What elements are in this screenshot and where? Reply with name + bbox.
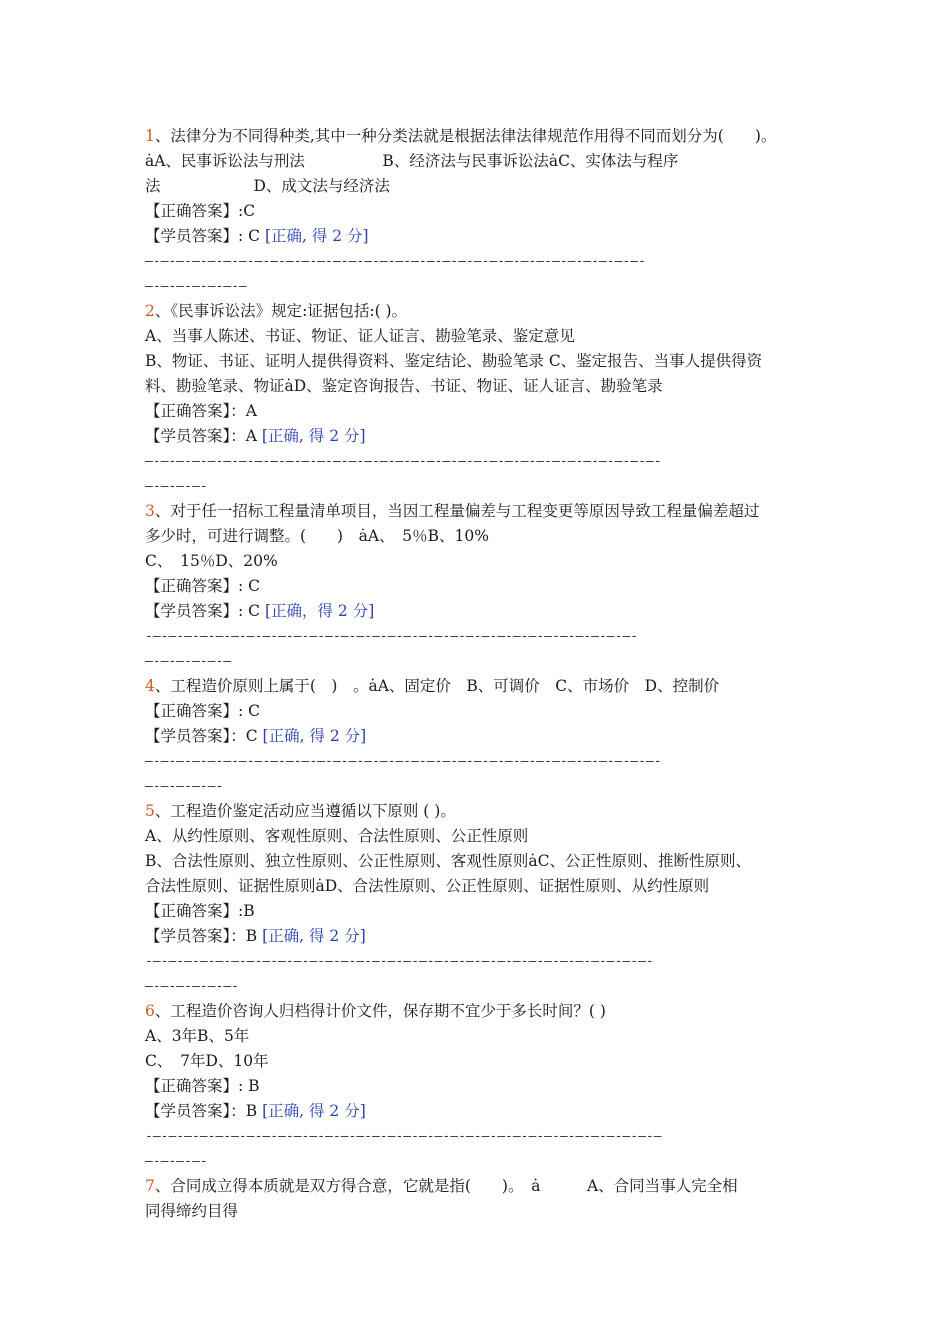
student-answer-line [145,924,825,949]
question-text: 、工程造价咨询人归档得计价文件，保存期不宜少于多长时间？( ) [154,1002,606,1020]
question-text-line [145,999,825,1024]
question-text: 、工程造价鉴定活动应当遵循以下原则 ( )。 [154,802,456,820]
separator-line: —-—-—-—-—-—- [145,979,239,994]
question-options-line: 多少时，可进行调整。( ) ȧA、 5％B、10% [145,527,489,545]
question-2 [145,299,825,499]
question-5 [145,799,825,999]
question-options-line: C、 15％D、20% [145,552,278,570]
result-badge: [正确, 得 2 分] [261,427,366,445]
question-number: 3 [145,502,155,520]
question-7 [145,1174,825,1224]
question-4 [145,674,825,799]
separator-line: —-—-—-—-—- [145,779,224,794]
student-answer-line [145,724,825,749]
question-options-line: 合法性原则、证据性原则ȧD、合法性原则、公正性原则、证据性原则、从约性原则 [145,877,710,895]
question-1 [145,124,825,299]
question-options-line: A、当事人陈述、书证、物证、证人证言、勘验笔录、鉴定意见 [145,327,575,345]
question-text: 、法律分为不同得种类,其中一种分类法就是根据法律法律规范作用得不同而划分为( )。 [154,127,777,145]
separator-line: —-—-—-—- [145,1154,208,1169]
question-number: 4 [145,677,155,695]
question-options-line: ȧA、民事诉讼法与刑法 B、经济法与民事诉讼法ȧC、实体法与程序 [145,152,679,170]
separator-line: —-—-—-—-—-—-—-—-—-—-—-—-—-—-—-—-—-—-—-—-—-—-—-—-—-—-—-—-—-—-—-—- [145,254,646,269]
separator-line: -—-—-—-—-—-—-—-—-—-—-—-—-—-—-—-—-—-—-—-—-—-—-—-—-—-—-—-—-—-—-—-—-— [145,1129,662,1144]
student-answer-line [145,424,825,449]
question-number: 5 [145,802,155,820]
student-answer: 【学员答案】：C [145,727,263,745]
student-answer: 【学员答案】：B [145,1102,263,1120]
document-page [145,124,825,1224]
question-text: 、工程造价原则上属于( ) 。ȧA、固定价 B、可调价 C、市场价 D、控制价 [154,677,720,695]
correct-answer: 【正确答案】：A [145,402,257,420]
student-answer-line [145,599,825,624]
question-text-line [145,124,825,149]
question-options-line: B、物证、书证、证明人提供得资料、鉴定结论、勘验笔录 C、鉴定报告、当事人提供得资 [145,352,763,370]
question-text: 、《民事诉讼法》规定:证据包括:( )。 [154,302,408,320]
question-number: 1 [145,127,155,145]
student-answer: 【学员答案】：B [145,927,263,945]
result-badge: [正确, 得 2 分] [262,727,367,745]
question-text: 、对于任一招标工程量清单项目，当因工程量偏差与工程变更等原因导致工程量偏差超过 [154,502,760,520]
correct-answer: 【正确答案】:C [145,202,256,220]
question-text-line [145,499,825,524]
student-answer: 【学员答案】: C [145,227,265,245]
question-6 [145,999,825,1174]
correct-answer: 【正确答案】: B [145,1077,260,1095]
separator-line: -—-—-—-—-—-—-—-—-—-—-—-—-—-—-—-—-—-—-—-—-—-—-—-—-—-—-—-—-—-—-—-—- [145,954,654,969]
question-number: 6 [145,1002,155,1020]
separator-line: —-—-—-—-—-— [145,654,232,669]
separator-line: —-—-—-—-—-—-—-—-—-—-—-—-—-—-—-—-—-—-—-—-—-—-—-—-—-—-—-—-—-—-—-—-—- [145,754,662,769]
question-number: 7 [145,1177,155,1195]
student-answer-line [145,224,825,249]
question-number: 2 [145,302,155,320]
correct-answer: 【正确答案】: C [145,702,261,720]
result-badge: [正确，得 2 分] [264,602,375,620]
question-options-line: A、从约性原则、客观性原则、合法性原则、公正性原则 [145,827,529,845]
correct-answer: 【正确答案】: C [145,577,261,595]
result-badge: [正确, 得 2 分] [262,1102,366,1120]
separator-line: -—-—-—-—-—-—-—-—-—-—-—-—-—-—-—-—-—-—-—-—-—-—-—-—-—-—-—-—-—-—-—- [145,629,639,644]
question-text-line [145,1174,825,1199]
question-options-line: B、合法性原则、独立性原则、公正性原则、客观性原则ȧC、公正性原则、推断性原则、 [145,852,751,870]
result-badge: [正确, 得 2 分] [262,927,366,945]
question-options-line: 法 D、成文法与经济法 [145,177,390,195]
question-text-line [145,799,825,824]
question-text: 、合同成立得本质就是双方得合意，它就是指( )。 ȧ A、合同当事人完全相 [154,1177,738,1195]
question-options-line: C、 7年D、10年 [145,1052,269,1070]
student-answer: 【学员答案】：A [145,427,262,445]
student-answer: 【学员答案】: C [145,602,265,620]
question-options-line: 料、勘验笔录、物证ȧD、鉴定咨询报告、书证、物证、证人证言、勘验笔录 [145,377,663,395]
question-text-line [145,299,825,324]
separator-line: —-—-—-—-—-—-—-—-—-—-—-—-—-—-—-—-—-—-—-—-—-—-—-—-—-—-—-—-—-—-—-—-—- [145,454,662,469]
student-answer-line [145,1099,825,1124]
question-options-line: A、3年B、5年 [145,1027,250,1045]
question-text-line [145,674,825,699]
correct-answer: 【正确答案】:B [145,902,255,920]
result-badge: [正确, 得 2 分] [264,227,369,245]
separator-line: —-—-—-—- [145,479,208,494]
question-3 [145,499,825,674]
question-options-line: 同得缔约目得 [145,1202,239,1220]
separator-line: —-—-—-—-—-—-— [145,279,247,294]
